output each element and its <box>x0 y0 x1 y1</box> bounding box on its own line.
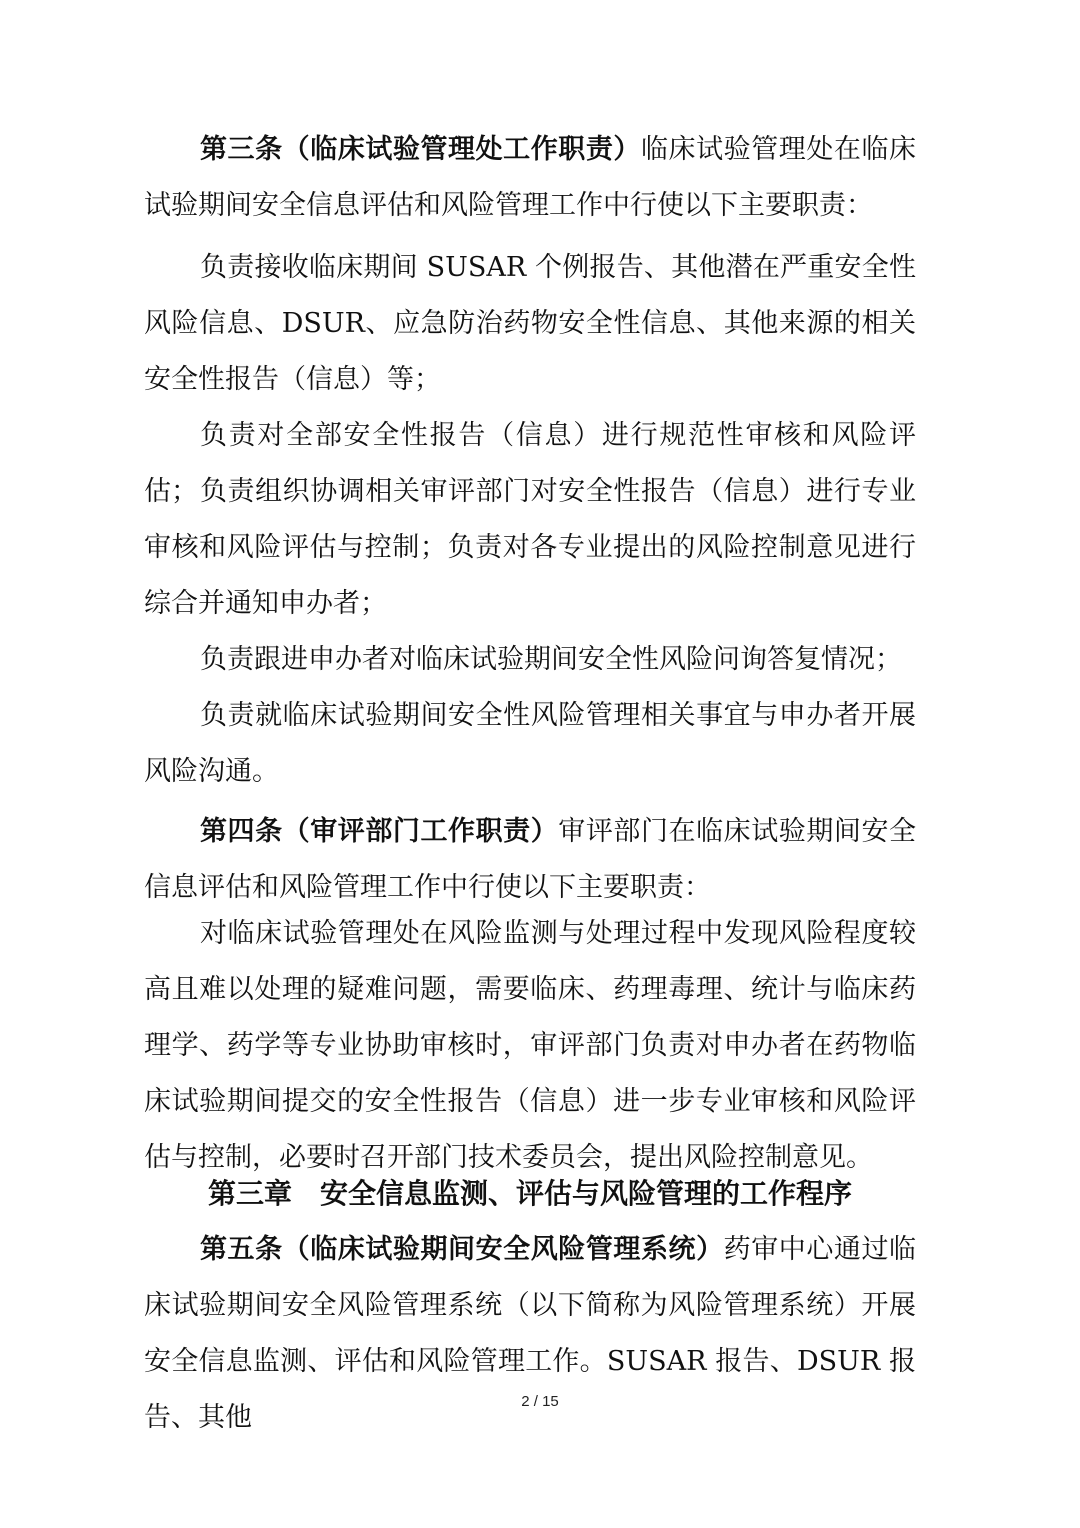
article-3-item-4: 负责跟进申办者对临床试验期间安全性风险问询答复情况； <box>200 644 902 675</box>
page-number: 2 / 15 <box>521 1393 559 1410</box>
article-3-text: 临床试验管理处在临床试验期间安全信息评估和风险管理工作中行使以下主要职责： <box>144 134 917 221</box>
article-5-paragraph <box>144 1222 916 1446</box>
article-3-item-2: 负责对全部安全性报告（信息）进行规范性审核和风险评估； <box>144 420 916 507</box>
article-4-item: 对临床试验管理处在风险监测与处理过程中发现风险程度较高且难以处理的疑难问题，需要临床、药理毒理、统计与临床药理学、药学等专业协助审核时，审评部门负责对申办者在药物临床试验期间提交的安全性报告（信息）进一步专业审核和风险评估与控制，必要时召开部门技术委员会，提出风险控制意见。 <box>144 918 916 1173</box>
article-5-text: 药审中心通过临床试验期间安全风险管理系统（以下简称为风险管理系统）开展安全信息监测、评估和风险管理工作。SUSAR 报告、DSUR 报告、其他 <box>144 1234 917 1433</box>
article-3-item-3: 负责组织协调相关审评部门对安全性报告（信息）进行专业审核和风险评估与控制；负责对各专业提出的风险控制意见进行综合并通知申办者； <box>144 476 916 619</box>
article-3-heading: 第三条（临床试验管理处工作职责） <box>200 134 641 165</box>
article-4-text: 审评部门在临床试验期间安全信息评估和风险管理工作中行使以下主要职责： <box>144 816 917 903</box>
article-3-paragraph <box>144 122 916 234</box>
article-4-heading: 第四条（审评部门工作职责） <box>200 816 559 847</box>
article-5-heading: 第五条（临床试验期间安全风险管理系统） <box>200 1234 724 1265</box>
article-4-paragraph <box>144 804 916 916</box>
article-3-item-1: 负责接收临床期间 SUSAR 个例报告、其他潜在严重安全性风险信息、DSUR、应急防治药物安全性信息、其他来源的相关安全性报告（信息）等； <box>144 252 916 395</box>
article-3-item-5: 负责就临床试验期间安全性风险管理相关事宜与申办者开展风险沟通。 <box>144 700 916 787</box>
chapter-3-heading: 第三章 安全信息监测、评估与风险管理的工作程序 <box>207 1177 852 1210</box>
